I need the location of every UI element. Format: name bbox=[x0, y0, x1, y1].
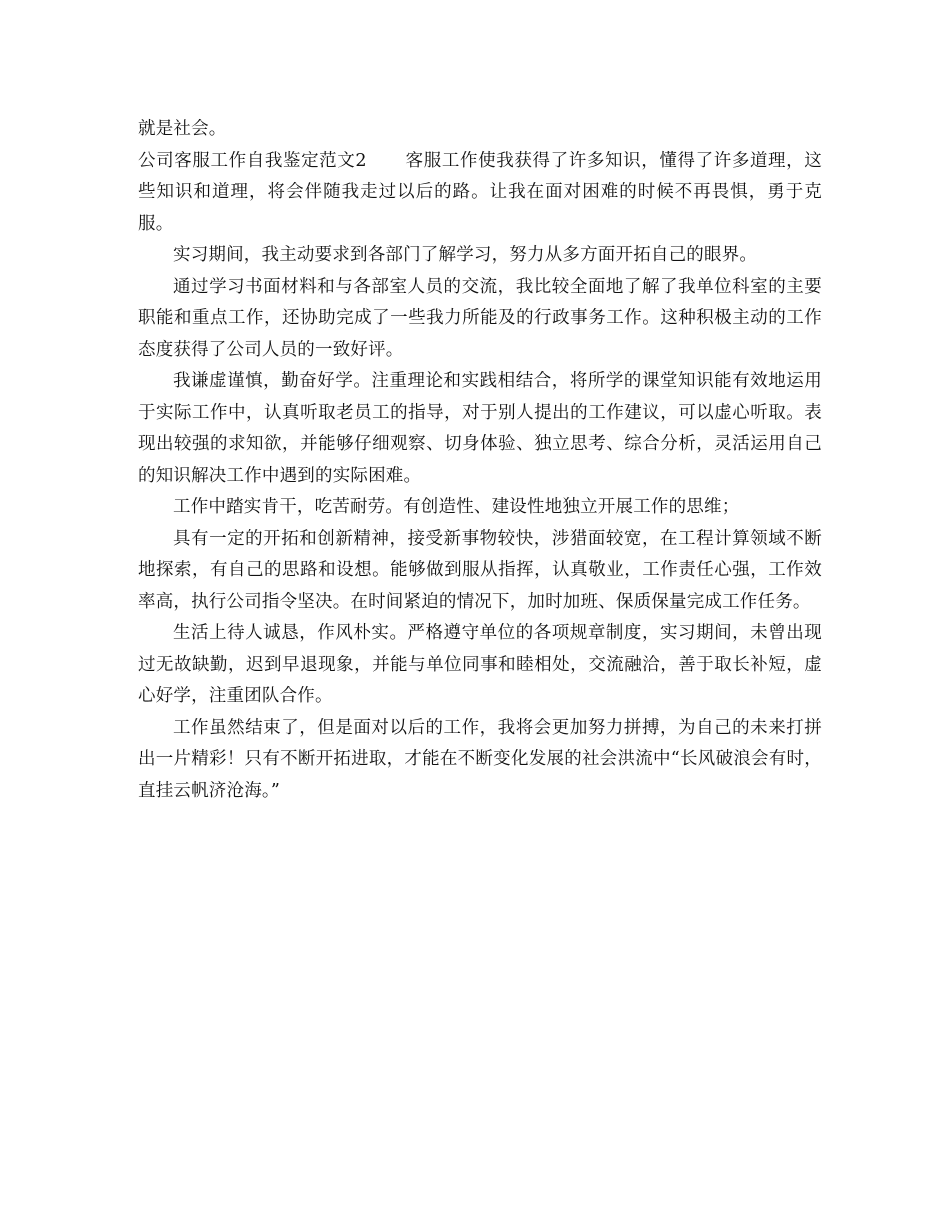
section-title: 公司客服工作自我鉴定范文2 bbox=[138, 150, 367, 171]
paragraph-continuation: 就是社会。 bbox=[138, 119, 227, 139]
paragraph: 具有一定的开拓和创新精神，接受新事物较快，涉猎面较宽，在工程计算领域不断地探索，有自己的思路和设想。能够做到服从指挥，认真敬业，工作责任心强，工作效率高，执行公司指令坚决。在时间紧迫的情况下，加时加班、保质保量完成工作任务。 bbox=[138, 528, 822, 612]
paragraph-text: 客服工作使我获得了许多知识，懂得了许多道理，这些知识和道理，将会伴随我走过以后的路。让我在面对困难的时候不再畏惧，勇于克服。 bbox=[138, 150, 822, 234]
paragraph-section-heading bbox=[138, 146, 822, 241]
document-body bbox=[138, 114, 822, 807]
paragraph: 生活上待人诚恳，作风朴实。严格遵守单位的各项规章制度，实习期间，未曾出现过无故缺勤，迟到早退现象，并能与单位同事和睦相处，交流融洽，善于取长补短，虚心好学，注重团队合作。 bbox=[138, 623, 822, 706]
paragraph: 工作虽然结束了，但是面对以后的工作，我将会更加努力拼搏，为自己的未来打拼出一片精彩！只有不断开拓进取，才能在不断变化发展的社会洪流中“长风破浪会有时，直挂云帆济沧海。” bbox=[138, 717, 822, 801]
paragraph: 我谦虚谨慎，勤奋好学。注重理论和实践相结合，将所学的课堂知识能有效地运用于实际工作中，认真听取老员工的指导，对于别人提出的工作建议，可以虚心听取。表现出较强的求知欲，并能够仔细观察、切身体验、独立思考、综合分析，灵活运用自己的知识解决工作中遇到的实际困难。 bbox=[138, 371, 822, 486]
paragraph: 通过学习书面材料和与各部室人员的交流，我比较全面地了解了我单位科室的主要职能和重点工作，还协助完成了一些我力所能及的行政事务工作。这种积极主动的工作态度获得了公司人员的一致好评。 bbox=[138, 276, 822, 360]
paragraph: 工作中踏实肯干，吃苦耐劳。有创造性、建设性地独立开展工作的思维； bbox=[173, 497, 740, 517]
paragraph: 实习期间，我主动要求到各部门了解学习，努力从多方面开拓自己的眼界。 bbox=[173, 245, 758, 265]
